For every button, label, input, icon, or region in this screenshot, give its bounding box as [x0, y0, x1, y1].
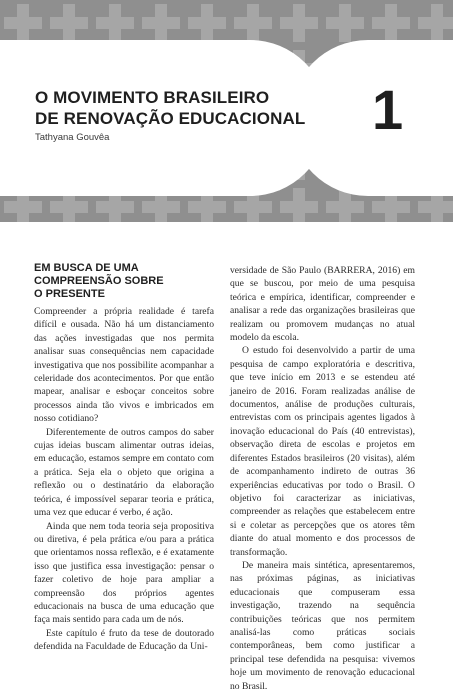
body-paragraph: Este capítulo é fruto da tese de doutorado defendida na Faculdade de Educação da Uni-	[34, 627, 214, 653]
section-heading-line: COMPREENSÃO SOBRE	[34, 275, 164, 287]
body-paragraph: Diferentemente de outros campos do saber cujas ideias buscam alimentar outras ideias, em educação, estamos sempre em contato com a prática. Seja ela o objeto que origina a reflexão ou o destinatário da elaboração teórica, é impossível separar teoria e prática, uma vez que educar é verbo, é ação.	[34, 426, 214, 519]
chapter-author: Tathyana Gouvêa	[35, 132, 110, 143]
chapter-number: 1	[372, 78, 404, 141]
section-heading-line: O PRESENTE	[34, 288, 105, 300]
body-column-left	[34, 305, 214, 654]
body-paragraph: Ainda que nem toda teoria seja propositiva ou diretiva, é pela prática e/ou para a prática que orientamos nossa reflexão, e é exatamente isso que justifica essa investigação: pensar o fazer coletivo de hoje para ampliar a compreensão dos próprios agentes educacionais na busca de uma educação que faça mais sentido para cada um de nós.	[34, 520, 214, 626]
section-heading	[34, 262, 164, 301]
section-heading-line: EM BUSCA DE UMA	[34, 262, 139, 274]
body-paragraph: Compreender a própria realidade é tarefa difícil e ousada. Não há um distanciamento das ações investigadas que nos permita analisar suas consequências nem capacidade investigativa que nos possibilite acompanhar a celeridade dos acontecimentos. Por que então mapear, analisar e esboçar conceitos sobre processos ainda tão vivos e imbricados em nosso cotidiano?	[34, 306, 214, 425]
chapter-title-line: O MOVIMENTO BRASILEIRO	[35, 88, 270, 107]
body-column-right	[230, 264, 415, 693]
body-paragraph: De maneira mais sintética, apresentaremos, nas próximas páginas, as iniciativas educacionais que compuseram essa investigação, trazendo na sequência contribuições teóricas que nos permitem analisá-las como práticas sociais contemporâneas, bem como justificar a principal tese defendida na pesquisa: vivemos hoje um movimento de renovação educacional no Brasil.	[230, 559, 415, 692]
body-paragraph: O estudo foi desenvolvido a partir de uma pesquisa de campo exploratória e descritiva, que teve início em 2013 e se estendeu até janeiro de 2016. Foram realizadas análise de documentos, análise de produções culturais, entrevistas com os principais agentes ligados à inovação educacional do País (40 entrevistas), observação direta de escolas e projetos em diferentes Estados brasileiros (20 visitas), além de acompanhamento indireto de outras 36 experiências educativas por todo o Brasil. O objetivo foi caracterizar as iniciativas, compreender as relações que estabelecem entre si e coletar as percepções que os atores têm diante do atual momento e dos processos de transformação.	[230, 345, 415, 558]
chapter-title	[35, 87, 305, 129]
body-paragraph: versidade de São Paulo (BARRERA, 2016) em que se buscou, por meio de uma pesquisa teórica e empírica, identificar, compreender e analisar a rede das organizações brasileiras que realizam ou promovem mudanças no atual modelo da escola.	[230, 265, 415, 344]
chapter-title-line: DE RENOVAÇÃO EDUCACIONAL	[35, 109, 306, 128]
